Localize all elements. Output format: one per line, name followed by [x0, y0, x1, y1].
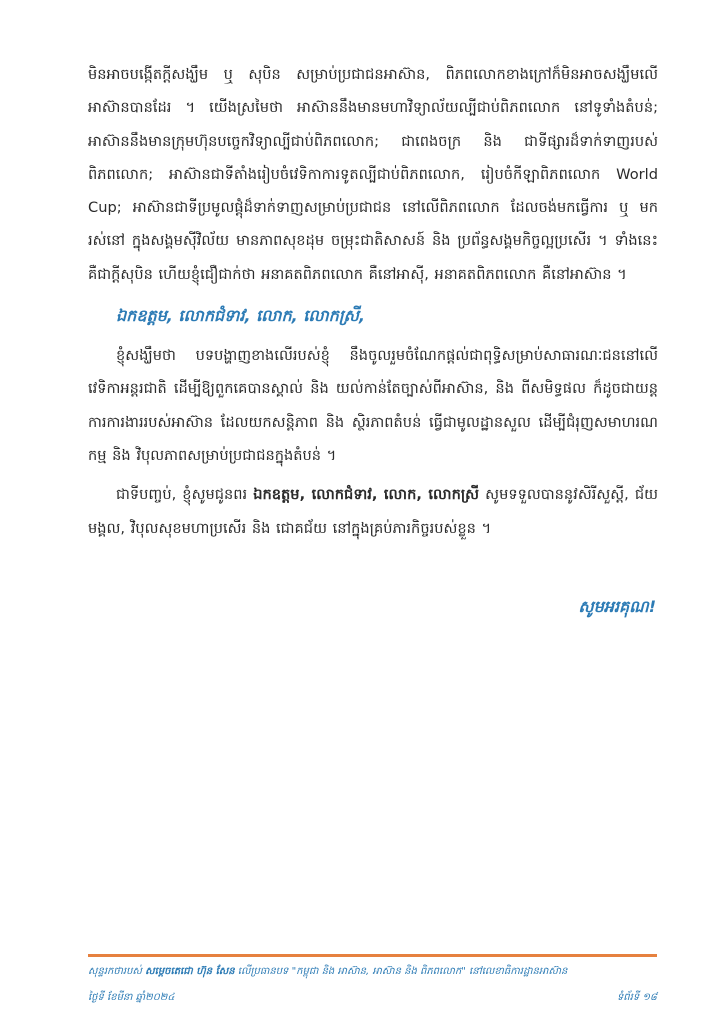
- footer-meta: [88, 990, 657, 1005]
- paragraph-1: មិនអាចបង្កើតក្តីសង្ឃឹម ឬ សុបិន សម្រាប់ប្រជាជនអាស៊ាន, ពិភពលោកខាងក្រៅក៏មិនអាចសង្ឃឹមលើអាស៊ានបានដែរ ។ យើងស្រមៃថា អាស៊ាននឹងមានមហាវិទ្យាល័យល្បីជាប់ពិភពលោក នៅទូទាំងតំបន់; អាស៊ាននឹងមានក្រុមហ៊ុនបច្ចេកវិទ្យាល្បីជាប់ពិភពលោក; ជាពេងចក្រ និង ជាទីផ្សារដ៏ទាក់ទាញរបស់ពិភពលោក; អាស៊ានជាទីតាំងរៀបចំវេទិកាការទូតល្បីជាប់ពិភពលោក, រៀបចំកីឡាពិភពលោក World Cup; អាស៊ានជាទីប្រមូលផ្តុំដ៏ទាក់ទាញសម្រាប់ប្រជាជន នៅលើពិភពលោក ដែលចង់មកធ្វើការ ឬ មករស់នៅ ក្នុងសង្គមស៊ីវិល័យ មានភាពសុខដុម ចម្រុះជាតិសាសន៍ និង ប្រព័ន្ធសង្គមកិច្ចល្អប្រសើរ ។ ទាំងនេះគឺជាក្តីសុបិន ហើយខ្ញុំជឿជាក់ថា អនាគតពិភពលោក គឺនៅអាស៊ី, អនាគតពិភពលោក គឺនៅអាស៊ាន ។: [88, 66, 658, 283]
- paragraph-3-prefix: ជាទីបញ្ចប់, ខ្ញុំសូមជូនពរ: [116, 486, 254, 504]
- closing-thanks: សូមអរគុណ!: [578, 597, 656, 616]
- paragraph-3-suffix: សូមទទួលបាននូវសិរីសួស្តី, ជ័យមង្គល, វិបុលសុខមហាប្រសើរ និង ជោគជ័យ នៅក្នុងគ្រប់ភារកិច្ចរបស់ខ្លួន ។: [88, 486, 659, 537]
- footer-caption: [88, 964, 657, 979]
- footer-divider: [88, 954, 657, 957]
- page-body: [88, 58, 658, 545]
- footer-caption-speaker: សម្តេចតេជោ ហ៊ុន សែន: [145, 966, 235, 977]
- salutation-heading: ឯកឧត្តម, លោកជំទាវ, លោក, លោកស្រី,: [116, 306, 365, 326]
- paragraph-3: [88, 478, 658, 545]
- paragraph-3-bold: ឯកឧត្តម, លោកជំទាវ, លោក, លោកស្រី: [253, 486, 480, 504]
- paragraph-2: ខ្ញុំសង្ឃឹមថា បទបង្ហាញខាងលើរបស់ខ្ញុំ នឹងចូលរួមចំណែកផ្តល់ជាពុទ្ធិសម្រាប់សាធារណៈជននៅលើវេទិកាអន្តរជាតិ ដើម្បីឱ្យពួកគេបានស្គាល់ និង យល់កាន់តែច្បាស់ពីអាស៊ាន, និង ពីសមិទ្ធផល ក៏ដូចជាយន្តការការងាររបស់អាស៊ាន ដែលយកសន្តិភាព និង ស្ថិរភាពតំបន់ ធ្វើជាមូលដ្ឋានសួល ដើម្បីជំរុញសមាហរណកម្ម និង វិបុលភាពសម្រាប់ប្រជាជនក្នុងតំបន់ ។: [88, 347, 658, 464]
- footer-date: ថ្ងៃទី ខែមីនា ឆ្នាំ២០២៤: [88, 992, 175, 1003]
- page-number: ទំព័រទី ១៨: [616, 992, 657, 1003]
- footer-caption-prefix: សុន្ទរកថារបស់: [88, 966, 146, 977]
- footer-caption-suffix: លើប្រធានបទ "កម្ពុជា និង អាស៊ាន, អាស៊ាន និង ពិភពលោក" នៅលេខាធិការដ្ឋានអាស៊ាន: [234, 966, 568, 977]
